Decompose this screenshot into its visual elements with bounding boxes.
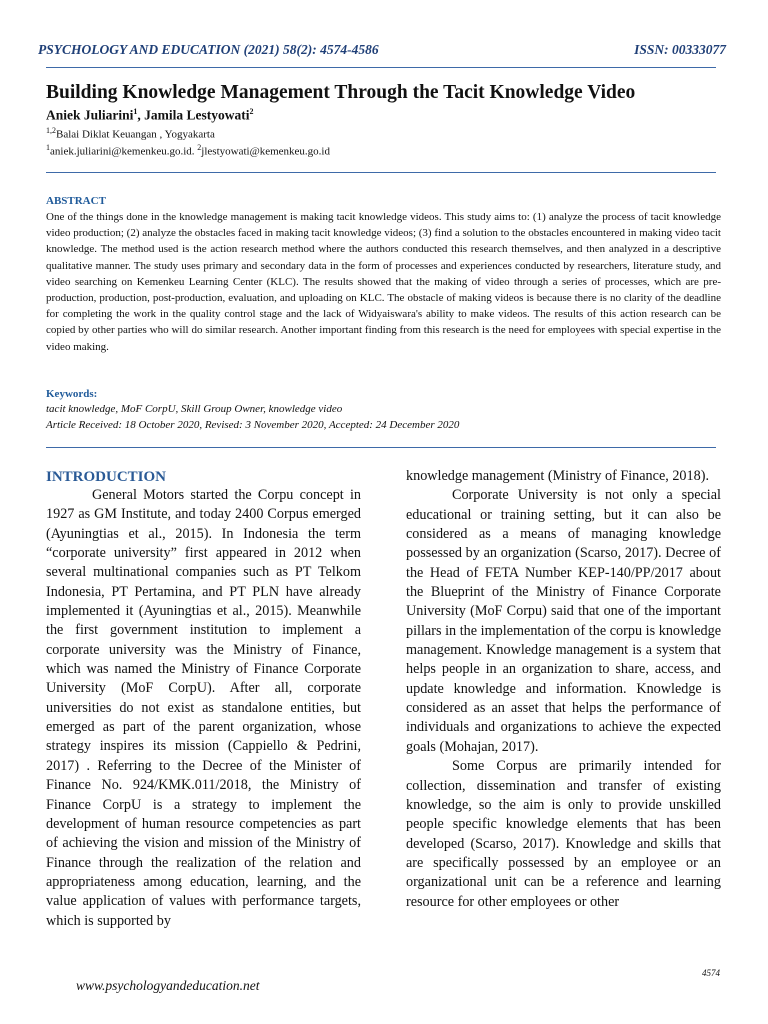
paper-title: Building Knowledge Management Through the Tacit Knowledge Video <box>46 82 636 103</box>
emails-line <box>46 143 330 158</box>
introduction-heading: INTRODUCTION <box>46 469 167 485</box>
author-separator: , <box>137 107 145 123</box>
authors-line <box>46 107 254 124</box>
author-1: Aniek Juliarini <box>46 107 134 123</box>
right-column <box>406 467 721 912</box>
email-2-sup: 2 <box>197 143 202 152</box>
affiliation: Balai Diklat Keuangan , Yogyakarta <box>56 128 215 141</box>
author-2: Jamila Lestyowati <box>144 107 250 123</box>
email-1-sup: 1 <box>46 143 50 152</box>
intro-paragraph-3: Some Corpus are primarily intended for collection, dissemination and transfer of existing knowledge, so the aim is only to provide unskilled people specific knowledge elements that has been developed (Scarso, 2017). Knowledge and skills that are specifically possessed by an employee or an organizational unit can be a reference and learning resource for other employees or other <box>406 758 721 910</box>
affiliation-line <box>46 126 215 141</box>
keywords-text: tacit knowledge, MoF CorpU, Skill Group Owner, knowledge video <box>46 403 343 415</box>
abstract-heading: ABSTRACT <box>46 195 106 207</box>
article-dates: Article Received: 18 October 2020, Revised: 3 November 2020, Accepted: 24 December 2020 <box>46 419 460 431</box>
left-column <box>46 486 361 931</box>
abstract-rule <box>46 447 716 448</box>
author-2-sup: 2 <box>249 107 254 116</box>
intro-paragraph-2: Corporate University is not only a special educational or training setting, but it can also be considered as a means of managing knowledge possessed by an organization (Scarso, 2017). Decree of the Head of FETA Number KEP-140/PP/2017 about the Blueprint of the Ministry of Finance Corporate University (MoF Corpu) said that one of the important pillars in the implementation of the corpu is knowledge management. Knowledge management is a system that helps people in an organization to share, access, and update knowledge and information. Knowledge is considered as an asset that helps the performance of individuals and organizations to achieve the expected goals (Mohajan, 2017). <box>406 487 721 755</box>
email-2: jlestyowati@kemenkeu.go.id <box>201 145 330 158</box>
intro-paragraph-1: General Motors started the Corpu concept in 1927 as GM Institute, and today 2400 Corpus emerged (Ayuningtias et al., 2015). In Indonesia the term “corporate university” first appeared in 2012 when several multinational companies such as PT Telkom Indonesia, PT Pertamina, and PT PLN have already implemented it (Ayuningtias et al., 2015). Meanwhile the first government institution to implement a corporate university was the Ministry of Finance, which was named the Ministry of Finance Corporate University (MoF CorpU). After all, corporate universities do not exist as standalone entities, but emerged as part of the parent organization, whose strategy inspires its mission (Cappiello & Pedrini, 2017) . Referring to the Decree of the Minister of Finance No. 924/KMK.011/2018, the Ministry of Finance CorpU is a strategy to implement the development of human resource competencies as part of achieving the vision and mission of the Ministry of Finance through the realization of the relation and appropriateness among education, learning, and the value application of values with performance targets, which is supported by <box>46 487 361 929</box>
issn-header: ISSN: 00333077 <box>634 42 726 57</box>
email-1: aniek.juliarini@kemenkeu.go.id. <box>50 145 198 158</box>
journal-header: PSYCHOLOGY AND EDUCATION (2021) 58(2): 4574-4586 <box>38 42 379 57</box>
author-1-sup: 1 <box>133 107 138 116</box>
header-rule <box>46 67 716 68</box>
page-number: 4574 <box>702 968 720 978</box>
footer-url[interactable]: www.psychologyandeducation.net <box>76 978 260 993</box>
keywords-heading: Keywords: <box>46 388 98 400</box>
title-rule <box>46 172 716 173</box>
affiliation-sup: 1,2 <box>46 126 56 135</box>
abstract-text: One of the things done in the knowledge management is making tacit knowledge videos. This study aims to: (1) analyze the process of tacit knowledge video production; (2) analyze the obstacles faced in making tacit knowledge videos; (3) find a solution to the obstacles encountered in making video tacit knowledge. The method used is the action research method where the authors conducted this research themselves, and then analyzed in a descriptive qualitative manner. The study uses primary and secondary data in the form of processes and experiences conducted by researchers, literature study, and video searching on Kemenkeu Learning Center (KLC). The results showed that the making of video through a series of processes, which are pre-production, production, post-production, evaluation, and uploading on KLC. The obstacle of making videos is because there is no clarity of the deadline for completing the work in the quality control stage and the lack of Widyaiswara's ability to make videos. The results of this action research can be copied by other parties who will do similar research. Another important finding from this research is the need for employees with special expertise in the video making. <box>46 211 721 353</box>
intro-paragraph-continued: knowledge management (Ministry of Finance, 2018). <box>406 468 709 484</box>
